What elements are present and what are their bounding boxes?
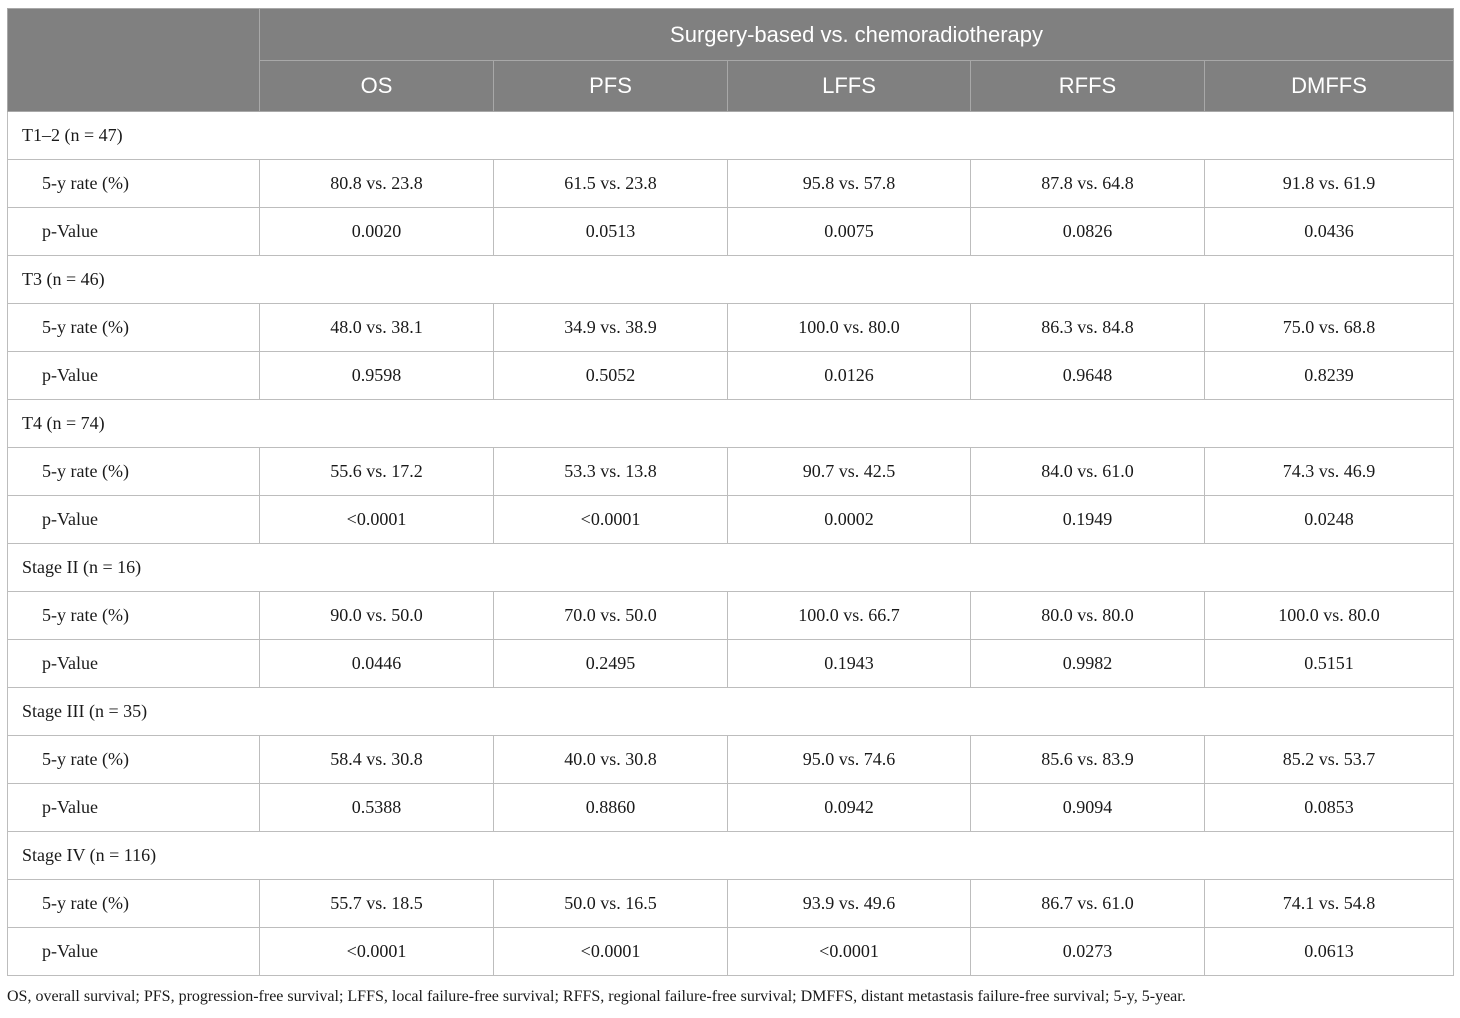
table-cell: 74.3 vs. 46.9	[1205, 448, 1454, 496]
table-cell: 0.0126	[728, 352, 971, 400]
table-cell: 55.6 vs. 17.2	[260, 448, 494, 496]
table-row	[8, 880, 1454, 928]
row-label: 5-y rate (%)	[8, 880, 260, 928]
table-cell: 70.0 vs. 50.0	[494, 592, 728, 640]
table-cell: 93.9 vs. 49.6	[728, 880, 971, 928]
table-cell: 80.0 vs. 80.0	[971, 592, 1205, 640]
table-cell: 0.0075	[728, 208, 971, 256]
table-row	[8, 352, 1454, 400]
group-label: Stage II (n = 16)	[8, 544, 1454, 592]
table-row	[8, 736, 1454, 784]
row-label: 5-y rate (%)	[8, 304, 260, 352]
group-row	[8, 256, 1454, 304]
table-cell: 48.0 vs. 38.1	[260, 304, 494, 352]
column-header-pfs: PFS	[494, 61, 728, 112]
column-header-os: OS	[260, 61, 494, 112]
table-row	[8, 304, 1454, 352]
group-row	[8, 112, 1454, 160]
table-cell: 100.0 vs. 80.0	[728, 304, 971, 352]
group-label: T1–2 (n = 47)	[8, 112, 1454, 160]
row-label: 5-y rate (%)	[8, 736, 260, 784]
group-row	[8, 544, 1454, 592]
table-cell: 0.1949	[971, 496, 1205, 544]
table-cell: 0.0826	[971, 208, 1205, 256]
table-row	[8, 160, 1454, 208]
table-cell: 0.8239	[1205, 352, 1454, 400]
table-cell: 0.2495	[494, 640, 728, 688]
table-cell: 85.6 vs. 83.9	[971, 736, 1205, 784]
column-header-lffs: LFFS	[728, 61, 971, 112]
survival-table	[7, 8, 1454, 976]
table-cell: 86.7 vs. 61.0	[971, 880, 1205, 928]
row-label: 5-y rate (%)	[8, 448, 260, 496]
table-cell: 86.3 vs. 84.8	[971, 304, 1205, 352]
table-cell: 0.0002	[728, 496, 971, 544]
table-cell: <0.0001	[260, 928, 494, 976]
table-cell: 90.7 vs. 42.5	[728, 448, 971, 496]
table-cell: <0.0001	[260, 496, 494, 544]
table-cell: 0.0020	[260, 208, 494, 256]
table-cell: 0.9598	[260, 352, 494, 400]
table-cell: 85.2 vs. 53.7	[1205, 736, 1454, 784]
group-label: T3 (n = 46)	[8, 256, 1454, 304]
table-cell: 0.9094	[971, 784, 1205, 832]
table-cell: 0.0273	[971, 928, 1205, 976]
span-header: Surgery-based vs. chemoradiotherapy	[260, 9, 1454, 61]
group-row	[8, 832, 1454, 880]
table-cell: 87.8 vs. 64.8	[971, 160, 1205, 208]
row-label: p-Value	[8, 496, 260, 544]
table-cell: 0.0436	[1205, 208, 1454, 256]
table-cell: 0.1943	[728, 640, 971, 688]
table-cell: <0.0001	[494, 928, 728, 976]
table-footnote: OS, overall survival; PFS, progression-free survival; LFFS, local failure-free survival; RFFS, regional failure-free survival; DMFFS, distant metastasis failure-free survival; 5-y, 5-year.	[7, 988, 1186, 1005]
table-cell: <0.0001	[728, 928, 971, 976]
table-cell: 90.0 vs. 50.0	[260, 592, 494, 640]
table-cell: 91.8 vs. 61.9	[1205, 160, 1454, 208]
table-cell: 0.9982	[971, 640, 1205, 688]
table-cell: 0.5151	[1205, 640, 1454, 688]
table-row	[8, 592, 1454, 640]
group-label: Stage III (n = 35)	[8, 688, 1454, 736]
table-cell: 55.7 vs. 18.5	[260, 880, 494, 928]
row-label: p-Value	[8, 784, 260, 832]
table-cell: 100.0 vs. 66.7	[728, 592, 971, 640]
table-cell: 0.0853	[1205, 784, 1454, 832]
table-row	[8, 928, 1454, 976]
table-cell: 58.4 vs. 30.8	[260, 736, 494, 784]
table-row	[8, 640, 1454, 688]
table-header	[8, 9, 1454, 112]
table-cell: 74.1 vs. 54.8	[1205, 880, 1454, 928]
table-cell: 50.0 vs. 16.5	[494, 880, 728, 928]
table-row	[8, 784, 1454, 832]
table-cell: 0.5052	[494, 352, 728, 400]
table-cell: 40.0 vs. 30.8	[494, 736, 728, 784]
row-label: p-Value	[8, 928, 260, 976]
table-cell: 0.5388	[260, 784, 494, 832]
table-cell: 0.0248	[1205, 496, 1454, 544]
table-body	[8, 112, 1454, 976]
table-cell: 61.5 vs. 23.8	[494, 160, 728, 208]
row-label: 5-y rate (%)	[8, 592, 260, 640]
group-row	[8, 688, 1454, 736]
table-cell: 0.9648	[971, 352, 1205, 400]
table-cell: 84.0 vs. 61.0	[971, 448, 1205, 496]
table-cell: 0.0513	[494, 208, 728, 256]
table-cell: 0.0446	[260, 640, 494, 688]
table-cell: 0.0613	[1205, 928, 1454, 976]
column-header-rffs: RFFS	[971, 61, 1205, 112]
group-label: Stage IV (n = 116)	[8, 832, 1454, 880]
row-label: p-Value	[8, 640, 260, 688]
table-cell: 53.3 vs. 13.8	[494, 448, 728, 496]
table-cell: 0.8860	[494, 784, 728, 832]
table-cell: 95.8 vs. 57.8	[728, 160, 971, 208]
table-row	[8, 208, 1454, 256]
row-label: 5-y rate (%)	[8, 160, 260, 208]
table-cell: 0.0942	[728, 784, 971, 832]
table-cell: 100.0 vs. 80.0	[1205, 592, 1454, 640]
column-header-dmffs: DMFFS	[1205, 61, 1454, 112]
table-cell: 95.0 vs. 74.6	[728, 736, 971, 784]
table-cell: 75.0 vs. 68.8	[1205, 304, 1454, 352]
table-container	[7, 8, 1453, 976]
table-cell: <0.0001	[494, 496, 728, 544]
corner-header-cell	[8, 9, 260, 112]
table-row	[8, 448, 1454, 496]
group-row	[8, 400, 1454, 448]
table-cell: 80.8 vs. 23.8	[260, 160, 494, 208]
table-row	[8, 496, 1454, 544]
table-cell: 34.9 vs. 38.9	[494, 304, 728, 352]
group-label: T4 (n = 74)	[8, 400, 1454, 448]
row-label: p-Value	[8, 352, 260, 400]
row-label: p-Value	[8, 208, 260, 256]
